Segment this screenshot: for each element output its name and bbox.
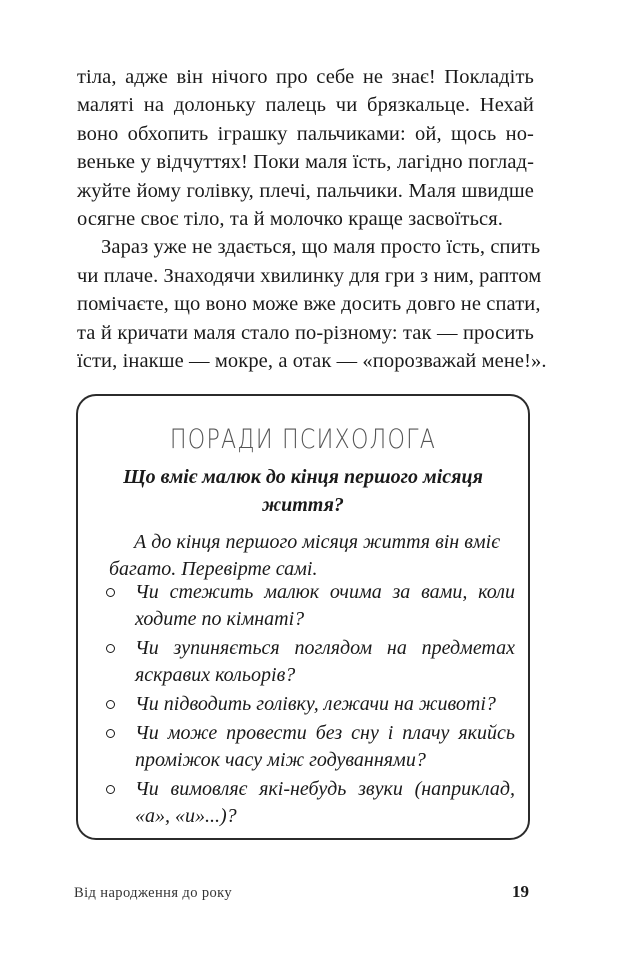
question-line: Що вміє малюк до кінця першого місяця [123, 466, 483, 488]
list-item [103, 635, 515, 689]
list-item-line: «а», «и»...)? [135, 805, 237, 827]
intro-line: багато. Перевірте самі. [109, 558, 318, 580]
text-line: тіла, адже він нічого про себе не знає! Покладіть [77, 66, 534, 88]
psychologist-tips-box [76, 394, 530, 840]
text-line: Зараз уже не здається, що маля просто їсть, спить [101, 236, 541, 259]
circle-bullet-icon [106, 729, 115, 738]
circle-bullet-icon [106, 644, 115, 653]
list-item-line: Чи підводить голівку, лежачи на животі? [135, 693, 496, 715]
tips-checklist [103, 579, 515, 832]
list-item-line: проміжок часу між годуваннями? [135, 749, 426, 771]
list-item-line: Чи стежить малюк очима за вами, коли [135, 581, 515, 603]
text-line: та й кричати маля стало по-різному: так — просить [77, 321, 534, 344]
text-line: помічаєте, що воно може вже досить довго не спати, [77, 293, 541, 316]
list-item [103, 691, 515, 718]
list-item-line: Чи вимовляє які-небудь звуки (наприклад, [135, 778, 515, 800]
circle-bullet-icon [106, 700, 115, 709]
page-number: 19 [512, 882, 529, 901]
list-item-line: яскравих кольорів? [135, 664, 296, 686]
tips-box-title: ПОРАДИ ПСИХОЛОГА [169, 424, 437, 455]
main-text [77, 63, 547, 375]
text-line: жуйте йому голівку, плечі, пальчики. Маля швидше [77, 179, 534, 202]
paragraph-2 [77, 233, 547, 375]
text-line: чи плаче. Знаходячи хвилинку для гри з ним, раптом [77, 264, 542, 287]
circle-bullet-icon [106, 785, 115, 794]
text-line: осягне своє тіло, та й молочко краще засвоїться. [77, 208, 503, 231]
intro-line: А до кінця першого місяця життя він вміє [134, 531, 500, 553]
list-item [103, 720, 515, 774]
question-line: життя? [262, 494, 344, 516]
list-item-line: Чи зупиняється поглядом на предметах [135, 637, 515, 659]
text-line: веньке у відчуттях! Поки маля їсть, лагідно поглад- [77, 151, 534, 174]
list-item-line: ходите по кімнаті? [135, 608, 305, 630]
paragraph-1 [77, 63, 534, 233]
text-line: їсти, інакше — мокре, а отак — «порозважай мене!». [77, 350, 547, 373]
list-item-line: Чи може провести без сну і плачу якийсь [135, 722, 515, 744]
tips-box-intro [109, 529, 509, 583]
circle-bullet-icon [106, 588, 115, 597]
text-line: воно обхопить іграшку пальчиками: ой, щось но- [77, 122, 534, 145]
list-item [103, 579, 515, 633]
tips-box-question [108, 463, 498, 519]
list-item [103, 776, 515, 830]
text-line: маляті на долоньку палець чи брязкальце. Нехай [77, 94, 534, 117]
running-footer-title: Від народження до року [74, 885, 233, 901]
